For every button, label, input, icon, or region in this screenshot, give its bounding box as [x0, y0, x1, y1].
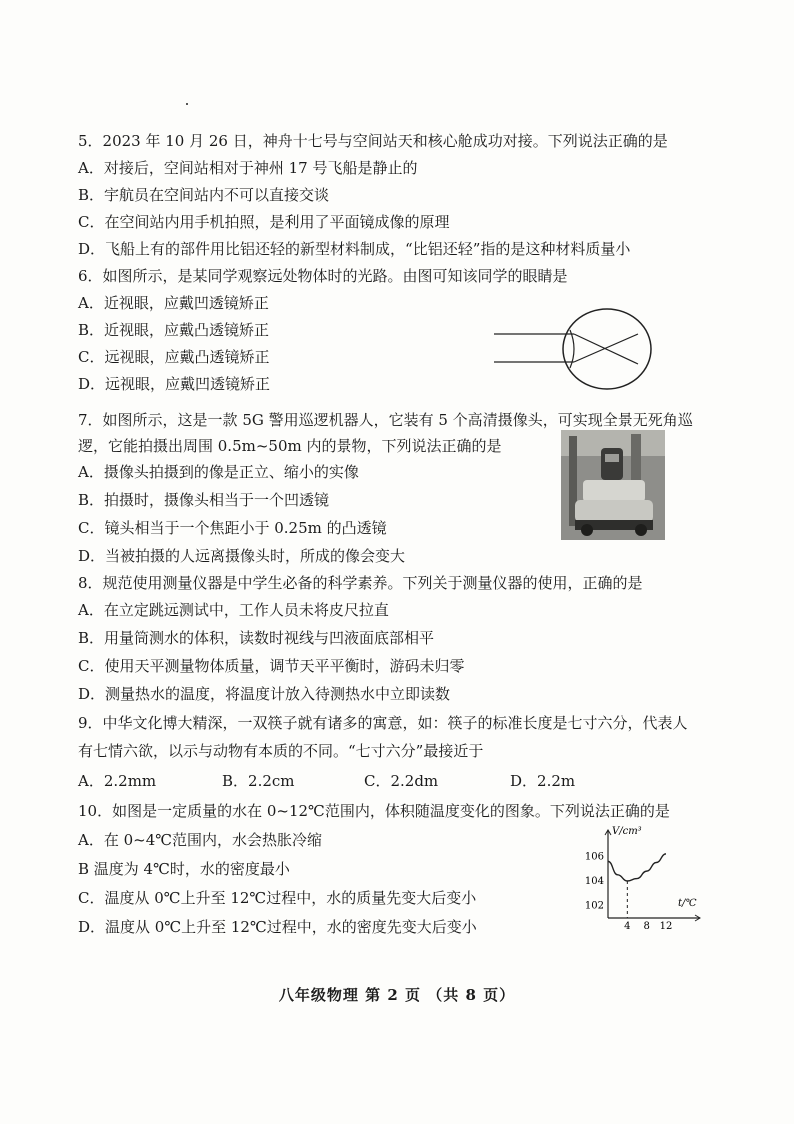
q6-stem: 6．如图所示，是某同学观察远处物体时的光路。由图可知该同学的眼睛是 — [78, 267, 568, 285]
q8-option-a: A．在立定跳远测试中，工作人员未将皮尺拉直 — [78, 601, 389, 619]
q6-option-b: B．近视眼，应戴凸透镜矫正 — [78, 321, 270, 339]
q6-option-c: C．远视眼，应戴凸透镜矫正 — [78, 348, 270, 366]
q5-option-b: B．宇航员在空间站内不可以直接交谈 — [78, 186, 330, 204]
x-tick-label: 4 — [624, 921, 631, 932]
q8-option-d: D．测量热水的温度，将温度计放入待测热水中立即读数 — [78, 685, 451, 703]
q10-option-a: A．在 0~4℃范围内，水会热胀冷缩 — [78, 831, 323, 849]
q5-stem: 5．2023 年 10 月 26 日，神舟十七号与空间站天和核心舱成功对接。下列说法正确的是 — [78, 132, 668, 150]
q9-stem-line2: 有七情六欲，以示与动物有本质的不同。“七寸六分”最接近于 — [78, 742, 484, 760]
y-tick-label: 104 — [584, 876, 604, 887]
q8-stem: 8．规范使用测量仪器是中学生必备的科学素养。下列关于测量仪器的使用，正确的是 — [78, 574, 643, 592]
q5-option-c: C．在空间站内用手机拍照，是利用了平面镜成像的原理 — [78, 213, 450, 231]
q10-option-b: B 温度为 4℃时，水的密度最小 — [78, 860, 290, 878]
q6-option-a: A．近视眼，应戴凹透镜矫正 — [78, 294, 269, 312]
q9-option-a: A．2.2mm — [78, 772, 157, 790]
y-axis-label: V/cm³ — [612, 826, 642, 837]
q8-option-c: C．使用天平测量物体质量，调节天平平衡时，游码未归零 — [78, 657, 465, 675]
q7-option-a: A．摄像头拍摄到的像是正立、缩小的实像 — [78, 463, 359, 481]
q7-option-c: C．镜头相当于一个焦距小于 0.25m 的凸透镜 — [78, 519, 387, 537]
q7-stem-line1: 7．如图所示，这是一款 5G 警用巡逻机器人，它装有 5 个高清摄像头，可实现全景无死角巡 — [78, 411, 693, 429]
q5-option-a: A．对接后，空间站相对于神州 17 号飞船是静止的 — [78, 159, 418, 177]
volume-temperature-chart — [572, 822, 706, 936]
q9-option-b: B．2.2cm — [222, 772, 295, 790]
q10-stem: 10．如图是一定质量的水在 0~12℃范围内，体积随温度变化的图象。下列说法正确的是 — [78, 802, 670, 820]
volume-curve — [608, 854, 666, 881]
q9-stem-line1: 9．中华文化博大精深，一双筷子就有诸多的寓意，如：筷子的标准长度是七寸六分，代表人 — [78, 714, 688, 732]
q7-option-b: B．拍摄时，摄像头相当于一个凹透镜 — [78, 491, 330, 509]
q10-option-c: C．温度从 0℃上升至 12℃过程中，水的质量先变大后变小 — [78, 889, 477, 907]
eye-light-path-diagram — [492, 306, 662, 392]
q9-option-d: D．2.2m — [510, 772, 576, 790]
q9-option-c: C．2.2dm — [364, 772, 439, 790]
q5-option-d: D．飞船上有的部件用比铝还轻的新型材料制成，“比铝还轻”指的是这种材料质量小 — [78, 240, 631, 258]
page-footer: 八年级物理 第 2 页 （共 8 页） — [278, 986, 516, 1004]
q6-option-d: D．远视眼，应戴凹透镜矫正 — [78, 375, 271, 393]
scan-speck — [186, 103, 188, 105]
q8-option-b: B．用量筒测水的体积，读数时视线与凹液面底部相平 — [78, 629, 435, 647]
x-tick-label: 12 — [659, 921, 673, 932]
y-tick-label: 106 — [584, 851, 604, 863]
q7-stem-line2: 逻，它能拍摄出周围 0.5m~50m 内的景物，下列说法正确的是 — [78, 437, 502, 455]
robot-photo — [561, 430, 665, 540]
x-axis-label: t/℃ — [678, 898, 697, 909]
q7-option-d: D．当被拍摄的人远离摄像头时，所成的像会变大 — [78, 547, 406, 565]
x-tick-label: 8 — [643, 921, 650, 932]
y-tick-label: 102 — [584, 900, 604, 912]
q10-option-d: D．温度从 0℃上升至 12℃过程中，水的密度先变大后变小 — [78, 918, 477, 936]
